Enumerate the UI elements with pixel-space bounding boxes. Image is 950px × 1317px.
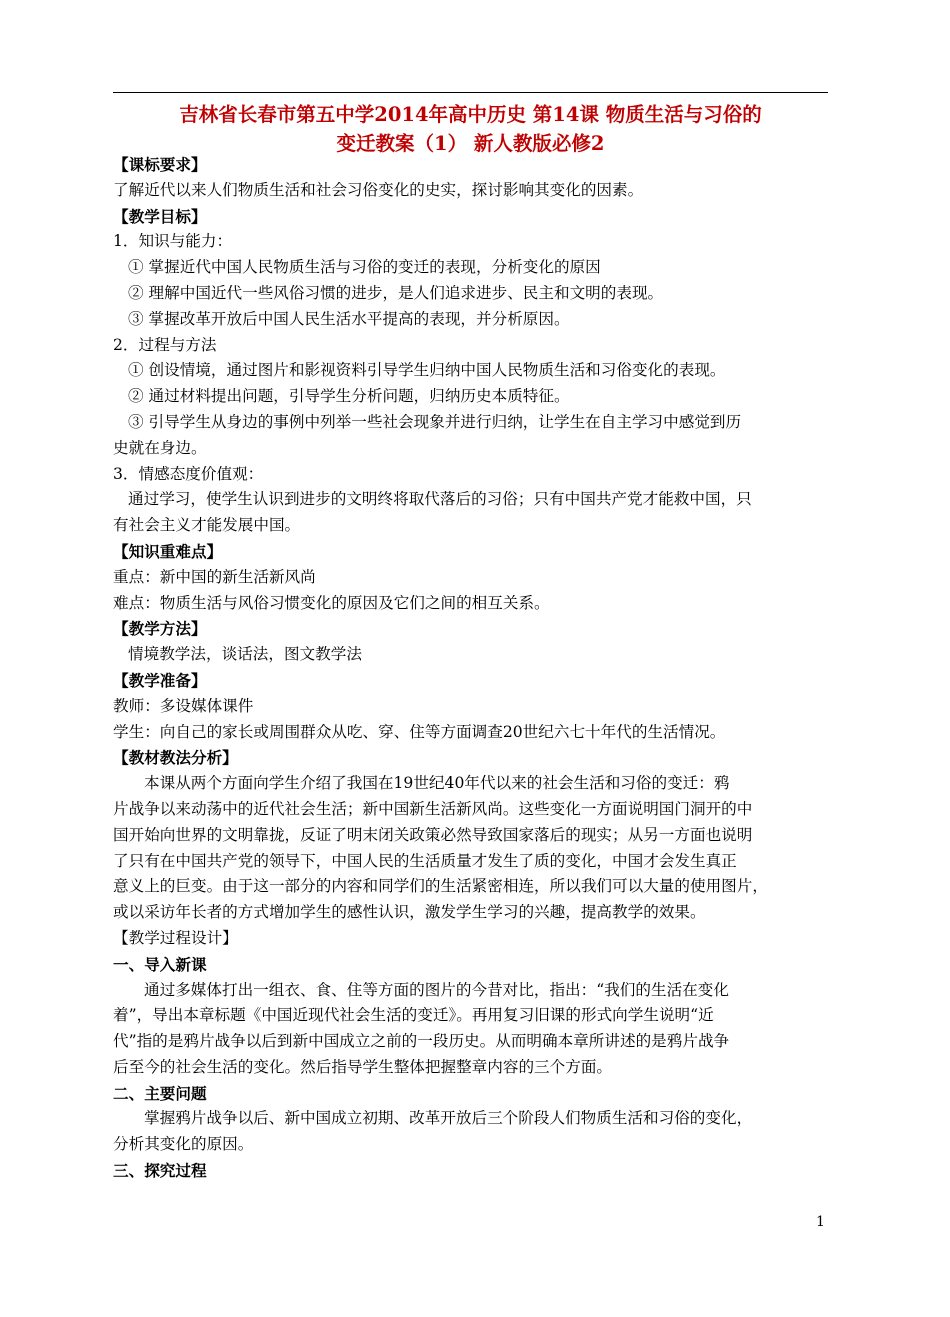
- text-line: 学生：向自己的家长或周围群众从吃、穿、住等方面调查20世纪六七十年代的生活情况。: [113, 722, 726, 741]
- section-heading: 一、导入新课: [113, 954, 207, 974]
- text-line: 代”指的是鸦片战争以后到新中国成立之前的一段历史。从而明确本章所讲述的是鸦片战争: [113, 1032, 730, 1051]
- text-line: 掌握鸦片战争以后、新中国成立初期、改革开放后三个阶段人们物质生活和习俗的变化，: [144, 1109, 753, 1128]
- text-line: 3．情感态度价值观：: [113, 464, 264, 483]
- text-line: 后至今的社会生活的变化。然后指导学生整体把握整章内容的三个方面。: [113, 1057, 613, 1076]
- text-line: 通过多媒体打出一组衣、食、住等方面的图片的今昔对比，指出：“我们的生活在变化: [144, 980, 729, 999]
- section-heading: 【知识重难点】: [113, 541, 223, 561]
- text-line: 或以采访年长者的方式增加学生的感性认识，激发学生学习的兴趣，提高教学的效果。: [113, 903, 706, 922]
- text-line: 本课从两个方面向学生介绍了我国在19世纪40年代以来的社会生活和习俗的变迁：鸦: [144, 774, 730, 793]
- section-heading: 二、主要问题: [113, 1083, 207, 1103]
- section-heading: 三、探究过程: [113, 1161, 207, 1181]
- text-line: 史就在身边。: [113, 438, 207, 457]
- text-line: ③ 引导学生从身边的事例中列举一些社会现象并进行归纳，让学生在自主学习中感觉到历: [128, 412, 742, 431]
- section-heading: 【教材教法分析】: [113, 748, 238, 768]
- title-line-2: 变迁教案（1） 新人教版必修2: [336, 132, 605, 155]
- text-line: 着”，导出本章标题《中国近现代社会生活的变迁》。再用复习旧课的形式向学生说明“近: [113, 1006, 714, 1025]
- text-line: 片战争以来动荡中的近代社会生活；新中国新生活新风尚。这些变化一方面说明国门洞开的中: [113, 799, 753, 818]
- text-line: 通过学习，使学生认识到进步的文明终将取代落后的习俗；只有中国共产党才能救中国，只: [128, 490, 752, 509]
- header-rule: [113, 92, 828, 93]
- section-heading: 【课标要求】: [113, 155, 207, 174]
- section-heading: 【教学准备】: [113, 670, 207, 690]
- text-line: ② 通过材料提出问题，引导学生分析问题，归纳历史本质特征。: [128, 387, 570, 406]
- text-line: 意义上的巨变。由于这一部分的内容和同学们的生活紧密相连，所以我们可以大量的使用图片，: [113, 877, 768, 896]
- page-number: 1: [816, 1214, 825, 1230]
- text-line: 了只有在中国共产党的领导下，中国人民的生活质量才发生了质的变化，中国才会发生真正: [113, 851, 737, 870]
- text-line: 教师：多设媒体课件: [113, 696, 254, 715]
- text-line: 难点：物质生活与风俗习惯变化的原因及它们之间的相互关系。: [113, 593, 550, 612]
- text-line: 有社会主义才能发展中国。: [113, 516, 301, 535]
- text-line: 2．过程与方法: [113, 335, 217, 354]
- text-line: ① 掌握近代中国人民物质生活与习俗的变迁的表现，分析变化的原因: [128, 258, 601, 277]
- text-line: 情境教学法，谈话法，图文教学法: [128, 645, 362, 664]
- text-line: 国开始向世界的文明靠拢，反证了明末闭关政策必然导致国家落后的现实；从另一方面也说明: [113, 825, 753, 844]
- text-line: ② 理解中国近代一些风俗习惯的进步，是人们追求进步、民主和文明的表现。: [128, 283, 664, 302]
- document-body: [113, 152, 833, 1184]
- document-title: [113, 100, 828, 158]
- title-line-1: 吉林省长春市第五中学2014年高中历史 第14课 物质生活与习俗的: [179, 103, 762, 126]
- text-line: ① 创设情境，通过图片和影视资料引导学生归纳中国人民物质生活和习俗变化的表现。: [128, 361, 726, 380]
- text-line: 分析其变化的原因。: [113, 1135, 254, 1154]
- text-line: 1．知识与能力：: [113, 232, 233, 251]
- text-line: 重点：新中国的新生活新风尚: [113, 567, 316, 586]
- text-line: 【教学过程设计】: [113, 928, 238, 947]
- text-line: 了解近代以来人们物质生活和社会习俗变化的史实，探讨影响其变化的因素。: [113, 180, 644, 199]
- text-line: ③ 掌握改革开放后中国人民生活水平提高的表现，并分析原因。: [128, 309, 570, 328]
- section-heading: 【教学方法】: [113, 619, 207, 639]
- section-heading: 【教学目标】: [113, 206, 207, 226]
